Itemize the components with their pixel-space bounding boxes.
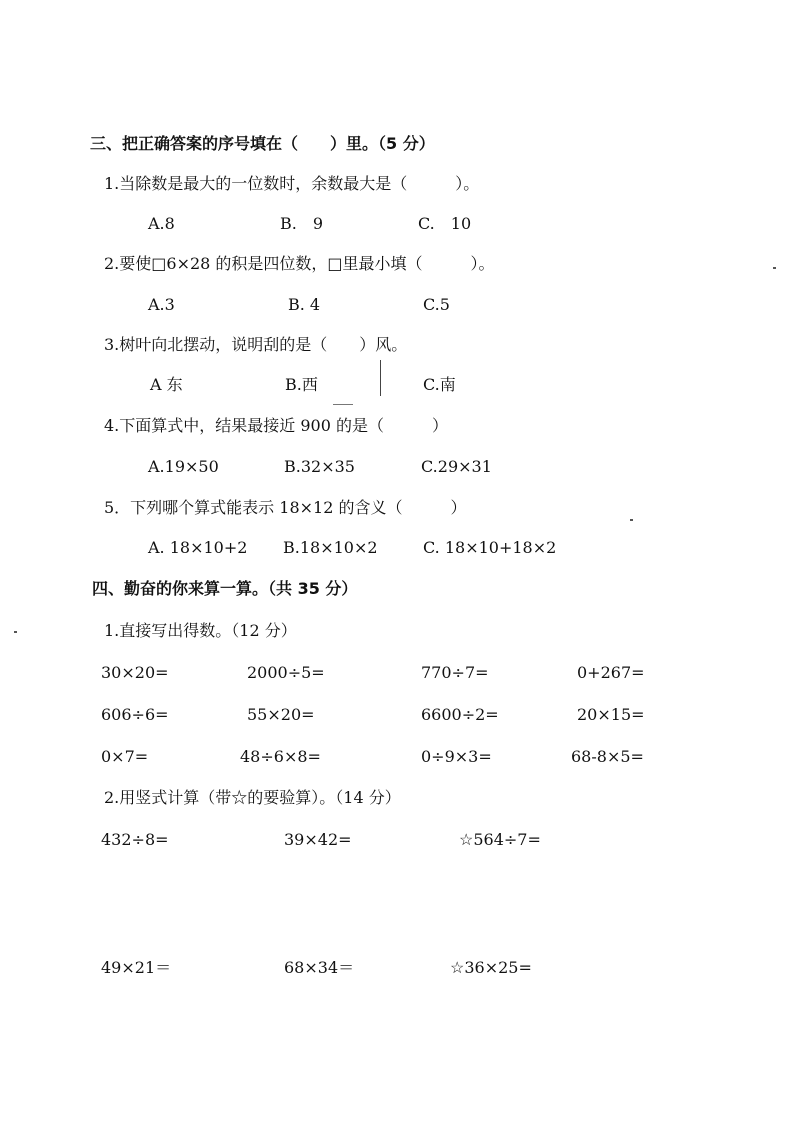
question-1-option-b: B. 9: [280, 214, 324, 233]
oral-calc-1-2: 2000÷5=: [247, 663, 325, 682]
question-1-option-c: C. 10: [418, 214, 472, 233]
question-3-option-b: B.西: [285, 375, 318, 394]
question-1-option-a: A.8: [148, 214, 175, 233]
question-1-stem: 1.当除数是最大的一位数时，余数最大是（ ）。: [104, 174, 480, 193]
question-5-option-c: C. 18×10+18×2: [423, 538, 557, 557]
question-2-option-a: A.3: [148, 295, 175, 314]
vertical-calc-1-2: 39×42=: [284, 830, 352, 849]
oral-calc-3-4: 68-8×5=: [571, 747, 644, 766]
question-4-option-b: B.32×35: [284, 457, 355, 476]
part-2-title: 2.用竖式计算（带☆的要验算）。（14 分）: [104, 788, 401, 807]
question-5-stem: 5．下列哪个算式能表示 18×12 的含义（ ）: [104, 498, 467, 517]
oral-calc-3-3: 0÷9×3=: [421, 747, 492, 766]
vertical-calc-2-1: 49×21＝: [101, 958, 172, 977]
vertical-calc-2-2: 68×34＝: [284, 958, 355, 977]
scan-mark-horizontal-line: [333, 404, 353, 405]
oral-calc-1-3: 770÷7=: [421, 663, 489, 682]
scan-speck: [14, 631, 17, 633]
oral-calc-3-2: 48÷6×8=: [240, 747, 321, 766]
question-2-option-c: C.5: [423, 295, 450, 314]
vertical-calc-2-3: ☆36×25=: [450, 958, 532, 977]
oral-calc-1-4: 0+267=: [577, 663, 645, 682]
scan-mark-vertical-line: [380, 360, 381, 396]
vertical-calc-1-3: ☆564÷7=: [459, 830, 541, 849]
oral-calc-1-1: 30×20=: [101, 663, 169, 682]
oral-calc-2-4: 20×15=: [577, 705, 645, 724]
section-3-title: 三、把正确答案的序号填在（ ）里。（5 分）: [90, 134, 435, 153]
question-3-option-c: C.南: [423, 375, 456, 394]
question-4-option-c: C.29×31: [421, 457, 492, 476]
part-1-title: 1.直接写出得数。（12 分）: [104, 621, 297, 640]
question-4-option-a: A.19×50: [148, 457, 219, 476]
oral-calc-2-2: 55×20=: [247, 705, 315, 724]
scan-speck: [630, 519, 633, 521]
oral-calc-2-3: 6600÷2=: [421, 705, 499, 724]
question-2-option-b: B. 4: [288, 295, 321, 314]
oral-calc-2-1: 606÷6=: [101, 705, 169, 724]
question-3-stem: 3.树叶向北摆动，说明刮的是（ ）风。: [104, 335, 408, 354]
section-4-title: 四、勤奋的你来算一算。（共 35 分）: [92, 579, 358, 598]
question-2-stem: 2.要使□6×28 的积是四位数，□里最小填（ ）。: [104, 254, 495, 273]
question-5-option-a: A. 18×10+2: [148, 538, 248, 557]
scan-speck: [773, 267, 776, 269]
question-4-stem: 4.下面算式中，结果最接近 900 的是（ ）: [104, 416, 448, 435]
question-3-option-a: A 东: [150, 375, 183, 394]
oral-calc-3-1: 0×7=: [101, 747, 149, 766]
question-5-option-b: B.18×10×2: [283, 538, 378, 557]
vertical-calc-1-1: 432÷8=: [101, 830, 169, 849]
